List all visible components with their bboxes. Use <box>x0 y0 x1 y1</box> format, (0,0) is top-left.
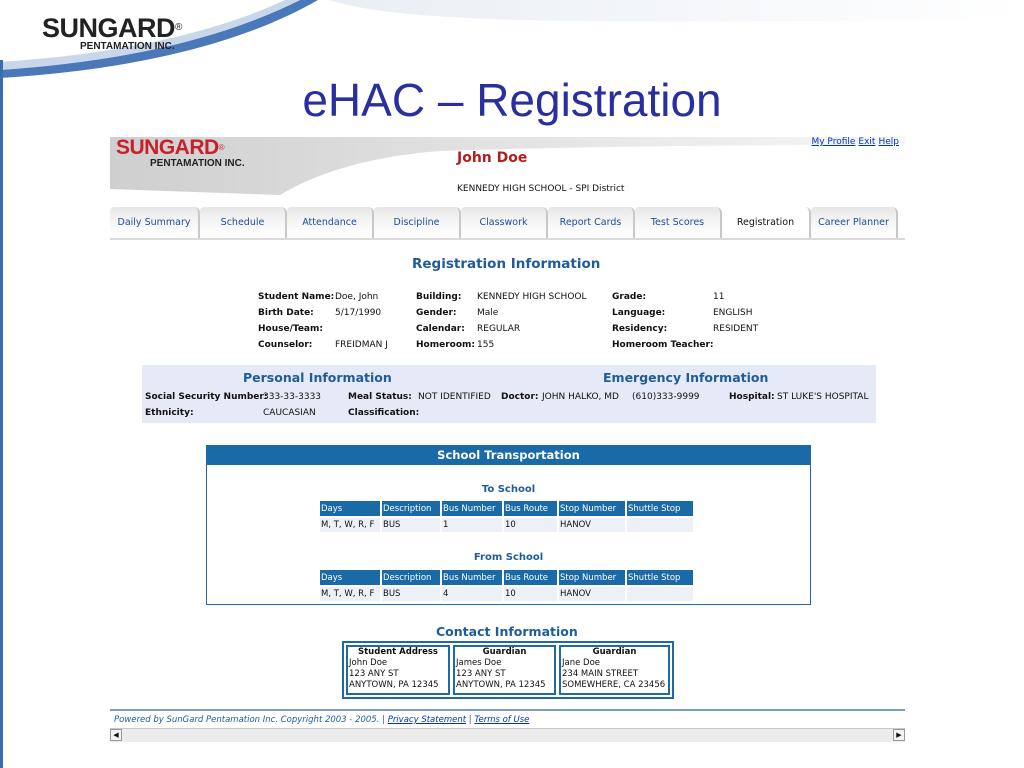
to-school-table <box>318 499 695 534</box>
residency-label: Residency: <box>612 324 668 334</box>
cell-bus-route: 10 <box>504 587 557 601</box>
contact-box-guardian-1 <box>453 645 556 695</box>
col-description: Description <box>382 570 440 585</box>
contact-name: John Doe <box>349 658 388 668</box>
building-value: KENNEDY HIGH SCHOOL <box>477 292 587 302</box>
cell-shuttle-stop <box>627 587 693 601</box>
student-name-label: Student Name: <box>258 292 335 302</box>
col-bus-route: Bus Route <box>504 570 557 585</box>
app-header <box>110 137 905 205</box>
language-label: Language: <box>612 308 666 318</box>
top-links <box>808 137 899 147</box>
grade-label: Grade: <box>612 292 647 302</box>
slide-title: eHAC – Registration <box>302 74 722 126</box>
copyright-text: Powered by SunGard Pentamation Inc. Copyright 2003 - 2005. | <box>114 715 385 725</box>
tab-test-scores[interactable]: Test Scores <box>635 207 722 238</box>
table-header-row <box>320 501 693 516</box>
personal-emergency-panel <box>142 365 876 423</box>
tab-schedule[interactable]: Schedule <box>200 207 287 238</box>
app-window <box>110 137 905 743</box>
ethnicity-label: Ethnicity: <box>145 408 194 418</box>
ethnicity-value: CAUCASIAN <box>263 408 316 418</box>
cell-description: BUS <box>382 587 440 601</box>
slide-left-border <box>0 60 3 768</box>
building-label: Building: <box>416 292 462 302</box>
tab-classwork[interactable]: Classwork <box>461 207 548 238</box>
cell-shuttle-stop <box>627 518 693 532</box>
contact-city: ANYTOWN, PA 12345 <box>456 680 546 690</box>
calendar-label: Calendar: <box>416 324 465 334</box>
tab-career-planner[interactable]: Career Planner <box>811 207 898 238</box>
birth-date-value: 5/17/1990 <box>335 308 382 318</box>
col-bus-number: Bus Number <box>442 501 502 516</box>
meal-status-value: NOT IDENTIFIED <box>418 392 491 402</box>
table-row <box>320 518 693 532</box>
horizontal-scrollbar[interactable] <box>110 728 905 742</box>
gender-value: Male <box>477 308 499 318</box>
doctor-value: JOHN HALKO, MD <box>542 392 619 402</box>
col-days: Days <box>320 501 380 516</box>
contact-box-student <box>346 645 450 695</box>
calendar-value: REGULAR <box>477 324 521 334</box>
footer-divider <box>110 709 905 711</box>
personal-info-title: Personal Information <box>243 370 392 385</box>
contact-city: ANYTOWN, PA 12345 <box>349 680 439 690</box>
counselor-label: Counselor: <box>258 340 313 350</box>
col-days: Days <box>320 570 380 585</box>
help-link[interactable]: Help <box>878 137 899 147</box>
doctor-phone: (610)333-9999 <box>632 392 700 402</box>
contact-box-guardian-2 <box>559 645 670 695</box>
my-profile-link[interactable]: My Profile <box>811 137 856 147</box>
scroll-right-icon[interactable]: ▶ <box>893 729 905 741</box>
language-value: ENGLISH <box>713 308 753 318</box>
contact-box-title: Guardian <box>482 647 527 657</box>
contact-box-title: Guardian <box>592 647 637 657</box>
privacy-statement-link[interactable]: Privacy Statement <box>387 715 467 725</box>
contact-name: Jane Doe <box>562 658 601 668</box>
school-district: KENNEDY HIGH SCHOOL - SPI District <box>457 184 625 194</box>
cell-stop-number: HANOV <box>559 587 625 601</box>
cell-bus-number: 4 <box>442 587 502 601</box>
tab-registration[interactable]: Registration <box>722 207 811 238</box>
contact-info-title: Contact Information <box>436 624 578 639</box>
footer-separator: | <box>468 715 472 725</box>
col-shuttle-stop: Shuttle Stop <box>627 501 693 516</box>
contact-street: 123 ANY ST <box>456 669 506 679</box>
table-header-row <box>320 570 693 585</box>
contact-info-panel <box>342 641 674 699</box>
page-footer <box>114 715 529 725</box>
tab-daily-summary[interactable]: Daily Summary <box>110 207 200 238</box>
meal-status-label: Meal Status: <box>348 392 412 402</box>
contact-box-title: Student Address <box>358 647 438 657</box>
homeroom-label: Homeroom: <box>416 340 475 350</box>
contact-street: 234 MAIN STREET <box>562 669 639 679</box>
student-name-value: Doe, John <box>335 292 379 302</box>
cell-bus-number: 1 <box>442 518 502 532</box>
gender-label: Gender: <box>416 308 457 318</box>
cell-days: M, T, W, R, F <box>320 518 380 532</box>
col-description: Description <box>382 501 440 516</box>
col-bus-number: Bus Number <box>442 570 502 585</box>
grade-value: 11 <box>713 292 725 302</box>
counselor-value: FREIDMAN J <box>335 340 388 350</box>
col-stop-number: Stop Number <box>559 501 625 516</box>
terms-of-use-link[interactable]: Terms of Use <box>474 715 530 725</box>
school-transportation-panel <box>206 445 811 605</box>
registration-info-title: Registration Information <box>412 256 601 272</box>
ssn-label: Social Security Number: <box>145 392 268 402</box>
tab-discipline[interactable]: Discipline <box>374 207 461 238</box>
table-row <box>320 587 693 601</box>
homeroom-value: 155 <box>477 340 495 350</box>
exit-link[interactable]: Exit <box>858 137 876 147</box>
homeroom-teacher-label: Homeroom Teacher: <box>612 340 714 350</box>
cell-bus-route: 10 <box>504 518 557 532</box>
ssn-value: 333-33-3333 <box>263 392 322 402</box>
emergency-info-title: Emergency Information <box>603 370 769 385</box>
col-shuttle-stop: Shuttle Stop <box>627 570 693 585</box>
scroll-left-icon[interactable]: ◀ <box>110 729 122 741</box>
contact-name: James Doe <box>456 658 502 668</box>
contact-street: 123 ANY ST <box>349 669 399 679</box>
transportation-title: School Transportation <box>207 446 810 465</box>
tab-underline <box>110 238 905 240</box>
col-bus-route: Bus Route <box>504 501 557 516</box>
hospital-label: Hospital: <box>729 392 775 402</box>
birth-date-label: Birth Date: <box>258 308 314 318</box>
doctor-label: Doctor: <box>501 392 539 402</box>
col-stop-number: Stop Number <box>559 570 625 585</box>
classification-label: Classification: <box>348 408 420 418</box>
app-logo: SUNGARD® PENTAMATION INC. <box>116 137 245 169</box>
cell-stop-number: HANOV <box>559 518 625 532</box>
residency-value: RESIDENT <box>713 324 759 334</box>
hospital-value: ST LUKE'S HOSPITAL <box>777 392 869 402</box>
slide-logo: SUNGARD® PENTAMATION INC. <box>42 13 182 52</box>
contact-city: SOMEWHERE, CA 23456 <box>562 680 666 690</box>
student-name-heading: John Doe <box>457 150 528 166</box>
from-school-title: From School <box>473 552 544 563</box>
nav-tabs <box>110 207 905 240</box>
to-school-title: To School <box>481 484 536 495</box>
from-school-table <box>318 568 695 603</box>
tab-report-cards[interactable]: Report Cards <box>548 207 635 238</box>
cell-description: BUS <box>382 518 440 532</box>
tab-attendance[interactable]: Attendance <box>287 207 374 238</box>
cell-days: M, T, W, R, F <box>320 587 380 601</box>
house-team-label: House/Team: <box>258 324 323 334</box>
